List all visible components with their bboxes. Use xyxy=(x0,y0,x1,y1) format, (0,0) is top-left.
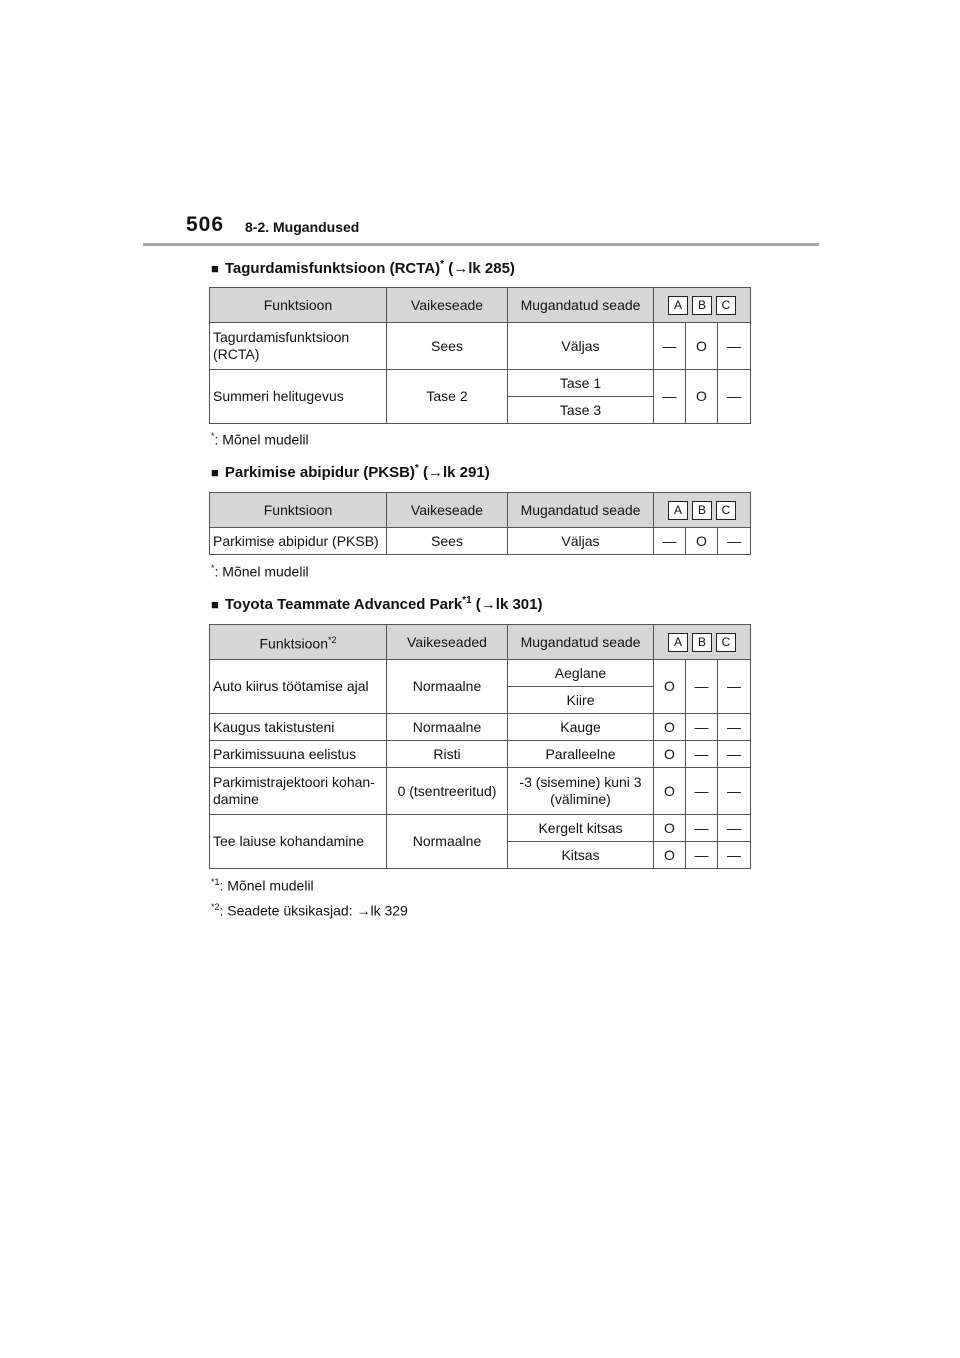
method-a-cell: O xyxy=(654,660,686,714)
custom-cell: Väljas xyxy=(508,323,654,370)
footnote: $^{*1}$: Mõnel mudelil xyxy=(211,877,314,894)
table-row xyxy=(210,741,751,768)
method-b-cell: — xyxy=(686,714,718,741)
function-cell: Auto kiirus töötamise ajal xyxy=(210,660,387,714)
method-c-cell: — xyxy=(718,741,751,768)
method-b-cell: O xyxy=(686,323,718,370)
header-abc-methods xyxy=(654,288,751,323)
function-cell: Parkimise abipidur (PKSB) xyxy=(210,528,387,555)
default-cell: Normaalne xyxy=(387,714,508,741)
table-row xyxy=(210,768,751,815)
method-b-cell: — xyxy=(686,815,718,842)
header-funktsioon: Funktsioon xyxy=(210,493,387,528)
header-rule xyxy=(143,243,819,246)
page-reference: (→lk 301) xyxy=(471,596,543,613)
method-a-cell: O xyxy=(654,768,686,815)
table-header xyxy=(210,493,751,528)
method-b-cell: O xyxy=(686,528,718,555)
method-c-cell: — xyxy=(718,815,751,842)
method-c-cell: — xyxy=(718,768,751,815)
header-mugandatud-seade: Mugandatud seade xyxy=(508,493,654,528)
custom-cell: Väljas xyxy=(508,528,654,555)
table-row xyxy=(210,323,751,370)
header-funktsioon: Funktsioon xyxy=(210,288,387,323)
method-c-cell: — xyxy=(718,714,751,741)
method-c-icon: C xyxy=(716,633,736,652)
custom-cell: Tase 1 xyxy=(508,370,654,397)
custom-cell: Kauge xyxy=(508,714,654,741)
custom-cell: Paralleelne xyxy=(508,741,654,768)
chapter-title: 8-2. Mugandused xyxy=(245,219,360,235)
footnote: *: Mõnel mudelil xyxy=(211,563,309,580)
method-a-cell: — xyxy=(654,323,686,370)
method-c-icon: C xyxy=(716,501,736,520)
pksb-settings-table xyxy=(209,492,751,555)
square-bullet-icon: ■ xyxy=(211,597,219,612)
footnote: *: Mõnel mudelil xyxy=(211,431,309,448)
default-cell: Tase 2 xyxy=(387,370,508,424)
section-title-advanced-park: ■ Toyota Teammate Advanced Park$^{*1}$ (→lk 301) xyxy=(211,595,543,613)
table-row xyxy=(210,815,751,842)
method-c-cell: — xyxy=(718,370,751,424)
custom-cell: Kitsas xyxy=(508,842,654,869)
default-cell: Risti xyxy=(387,741,508,768)
header-vaikeseade: Vaikeseade xyxy=(387,493,508,528)
default-cell: Normaalne xyxy=(387,660,508,714)
default-cell: Sees xyxy=(387,528,508,555)
method-a-icon: A xyxy=(668,501,688,520)
method-b-cell: — xyxy=(686,842,718,869)
method-c-cell: — xyxy=(718,842,751,869)
method-b-cell: — xyxy=(686,741,718,768)
table-header xyxy=(210,625,751,660)
method-b-icon: B xyxy=(692,633,712,652)
table-row xyxy=(210,714,751,741)
default-cell: Normaalne xyxy=(387,815,508,869)
method-a-cell: — xyxy=(654,528,686,555)
custom-cell: Tase 3 xyxy=(508,397,654,424)
page-reference: (→lk 285) xyxy=(444,260,515,277)
table-row xyxy=(210,528,751,555)
header-funktsioon: Funktsioon$^{*2}$ xyxy=(210,625,387,660)
method-b-cell: — xyxy=(686,660,718,714)
method-a-icon: A xyxy=(668,296,688,315)
custom-cell: Kiire xyxy=(508,687,654,714)
function-cell: Tee laiuse kohandamine xyxy=(210,815,387,869)
default-cell: 0 (tsentreeritud) xyxy=(387,768,508,815)
header-vaikeseaded: Vaikeseaded xyxy=(387,625,508,660)
method-c-cell: — xyxy=(718,528,751,555)
square-bullet-icon: ■ xyxy=(211,261,219,276)
custom-cell: Kergelt kitsas xyxy=(508,815,654,842)
method-c-cell: — xyxy=(718,323,751,370)
function-cell: Parkimistrajektoori kohan-damine xyxy=(210,768,387,815)
function-cell: Summeri helitugevus xyxy=(210,370,387,424)
method-a-cell: O xyxy=(654,815,686,842)
method-a-cell: O xyxy=(654,741,686,768)
header-abc-methods xyxy=(654,493,751,528)
header-vaikeseade: Vaikeseade xyxy=(387,288,508,323)
method-b-cell: — xyxy=(686,768,718,815)
method-a-cell: — xyxy=(654,370,686,424)
square-bullet-icon: ■ xyxy=(211,465,219,480)
custom-cell: Aeglane xyxy=(508,660,654,687)
rcta-settings-table xyxy=(209,287,751,424)
method-a-cell: O xyxy=(654,842,686,869)
function-cell: Kaugus takistusteni xyxy=(210,714,387,741)
footnote: $^{*2}$: Seadete üksikasjad: →lk 329 xyxy=(211,902,408,919)
method-a-icon: A xyxy=(668,633,688,652)
table-row xyxy=(210,660,751,687)
header-mugandatud-seade: Mugandatud seade xyxy=(508,625,654,660)
section-title-pksb: ■ Parkimise abipidur (PKSB)* (→lk 291) xyxy=(211,463,490,481)
method-b-icon: B xyxy=(692,296,712,315)
method-b-cell: O xyxy=(686,370,718,424)
custom-cell: -3 (sisemine) kuni 3 (välimine) xyxy=(508,768,654,815)
default-cell: Sees xyxy=(387,323,508,370)
method-b-icon: B xyxy=(692,501,712,520)
page-reference: (→lk 291) xyxy=(418,464,490,481)
function-cell: Parkimissuuna eelistus xyxy=(210,741,387,768)
table-row xyxy=(210,370,751,397)
method-a-cell: O xyxy=(654,714,686,741)
function-cell: Tagurdamisfunktsioon (RCTA) xyxy=(210,323,387,370)
section-title-rcta: ■ Tagurdamisfunktsioon (RCTA)* (→lk 285) xyxy=(211,259,515,277)
header-mugandatud-seade: Mugandatud seade xyxy=(508,288,654,323)
method-c-cell: — xyxy=(718,660,751,714)
header-abc-methods xyxy=(654,625,751,660)
table-header xyxy=(210,288,751,323)
page-number: 506 xyxy=(186,213,225,236)
advanced-park-settings-table xyxy=(209,624,751,869)
method-c-icon: C xyxy=(716,296,736,315)
